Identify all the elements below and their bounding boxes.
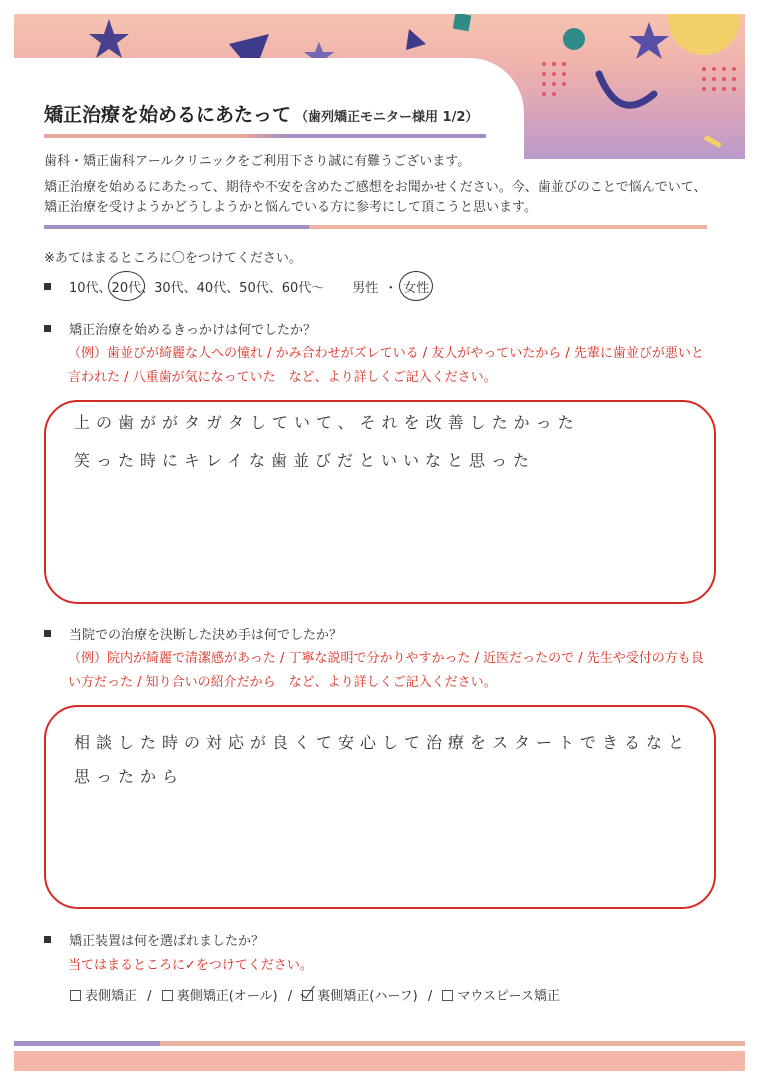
gender-option-female-circled[interactable]: 女性 — [403, 277, 429, 296]
instruction-note: ※あてはまるところに〇をつけてください。 — [44, 251, 302, 266]
answer-1-line-2: 笑った時にキレイな歯並びだといいなと思った — [74, 451, 536, 470]
bullet-icon — [44, 936, 51, 943]
answer-1-line-1: 上の歯ががタガタしていて、それを改善したかった — [74, 413, 580, 432]
option-separator: / — [427, 989, 433, 1004]
question-1 — [44, 319, 316, 338]
title-main: 矯正治療を始めるにあたって — [44, 104, 292, 126]
checkbox-mouthpiece[interactable] — [442, 990, 453, 1001]
half-circle-shape — [668, 14, 740, 55]
intro-text-1: 歯科・矯正歯科アールクリニックをご利用下さり誠に有難うございます。 — [44, 154, 471, 169]
option-label-2: 裏側矯正(オール) — [176, 989, 278, 1004]
option-label-3: 裏側矯正(ハーフ) — [317, 989, 418, 1004]
option-label-1: 表側矯正 — [85, 989, 138, 1004]
age-option-20s-circled[interactable]: 20代 — [112, 277, 142, 296]
intro-text-2: 矯正治療を始めるにあたって、期待や不安を含めたご感想をお聞かせください。今、歯並びのことで悩んでいて、矯正治療を受けようかどうしようかと悩んでいる方に参考にして頂こうと思います。 — [44, 180, 707, 215]
footer-band — [14, 1051, 745, 1071]
square-shape — [453, 14, 472, 31]
question-3-instruction: 当てはまるところに✓をつけてください。 — [68, 958, 313, 973]
question-2-example: （例）院内が綺麗で清潔感があった / 丁寧な説明で分かりやすかった / 近医だったので / 先生や受付の方も良い方だった / 知り合いの紹介だから など、より詳しくご記入ください。 — [68, 651, 704, 690]
option-separator: / — [287, 989, 293, 1004]
question-2-text: 当院での治療を決断した決め手は何でしたか？ — [69, 628, 343, 643]
question-1-text: 矯正治療を始めるきっかけは何でしたか？ — [69, 323, 317, 338]
appliance-options — [70, 985, 560, 1004]
bar-shape — [704, 135, 722, 148]
checkbox-lingual-half-checked[interactable] — [302, 990, 313, 1001]
star-shape — [89, 19, 129, 58]
option-label-4: マウスピース矯正 — [457, 989, 560, 1004]
option-separator: / — [147, 989, 152, 1004]
dots-pattern — [542, 62, 736, 96]
circle-shape — [563, 28, 585, 50]
demographics-row — [44, 277, 429, 296]
smile-shape — [599, 74, 654, 105]
gender-option-male[interactable]: 男性 — [352, 281, 379, 296]
title-subtitle: （歯列矯正モニター様用 1/2） — [295, 110, 479, 125]
bullet-icon — [44, 283, 51, 290]
section-divider — [44, 225, 707, 229]
age-options-rest[interactable]: 、30代、40代、50代、60代～ — [141, 281, 325, 296]
bullet-icon — [44, 325, 51, 332]
answer-2-line-2: 思ったから — [74, 767, 185, 786]
gender-separator: ・ — [384, 281, 398, 296]
answer-2-line-1: 相談した時の対応が良くて安心して治療をスタートできるなと — [74, 733, 691, 752]
question-3 — [44, 930, 264, 949]
age-option-10s[interactable]: 10代、 — [69, 281, 112, 296]
question-2 — [44, 624, 342, 643]
star-shape — [629, 22, 669, 59]
checkbox-lingual-full[interactable] — [162, 990, 173, 1001]
bullet-icon — [44, 630, 51, 637]
title-underline — [44, 134, 486, 138]
question-1-example: （例）歯並びが綺麗な人への憧れ / かみ合わせがズレている / 友人がやっていたから / 先輩に歯並びが悪いと言われた / 八重歯が気になっていた など、より詳しくご記入ください。 — [68, 346, 704, 385]
footer-stripe — [14, 1041, 745, 1046]
page-title — [44, 100, 524, 130]
checkbox-front-braces[interactable] — [70, 990, 81, 1001]
question-3-text: 矯正装置は何を選ばれましたか？ — [69, 934, 265, 949]
triangle-shape — [406, 29, 426, 50]
